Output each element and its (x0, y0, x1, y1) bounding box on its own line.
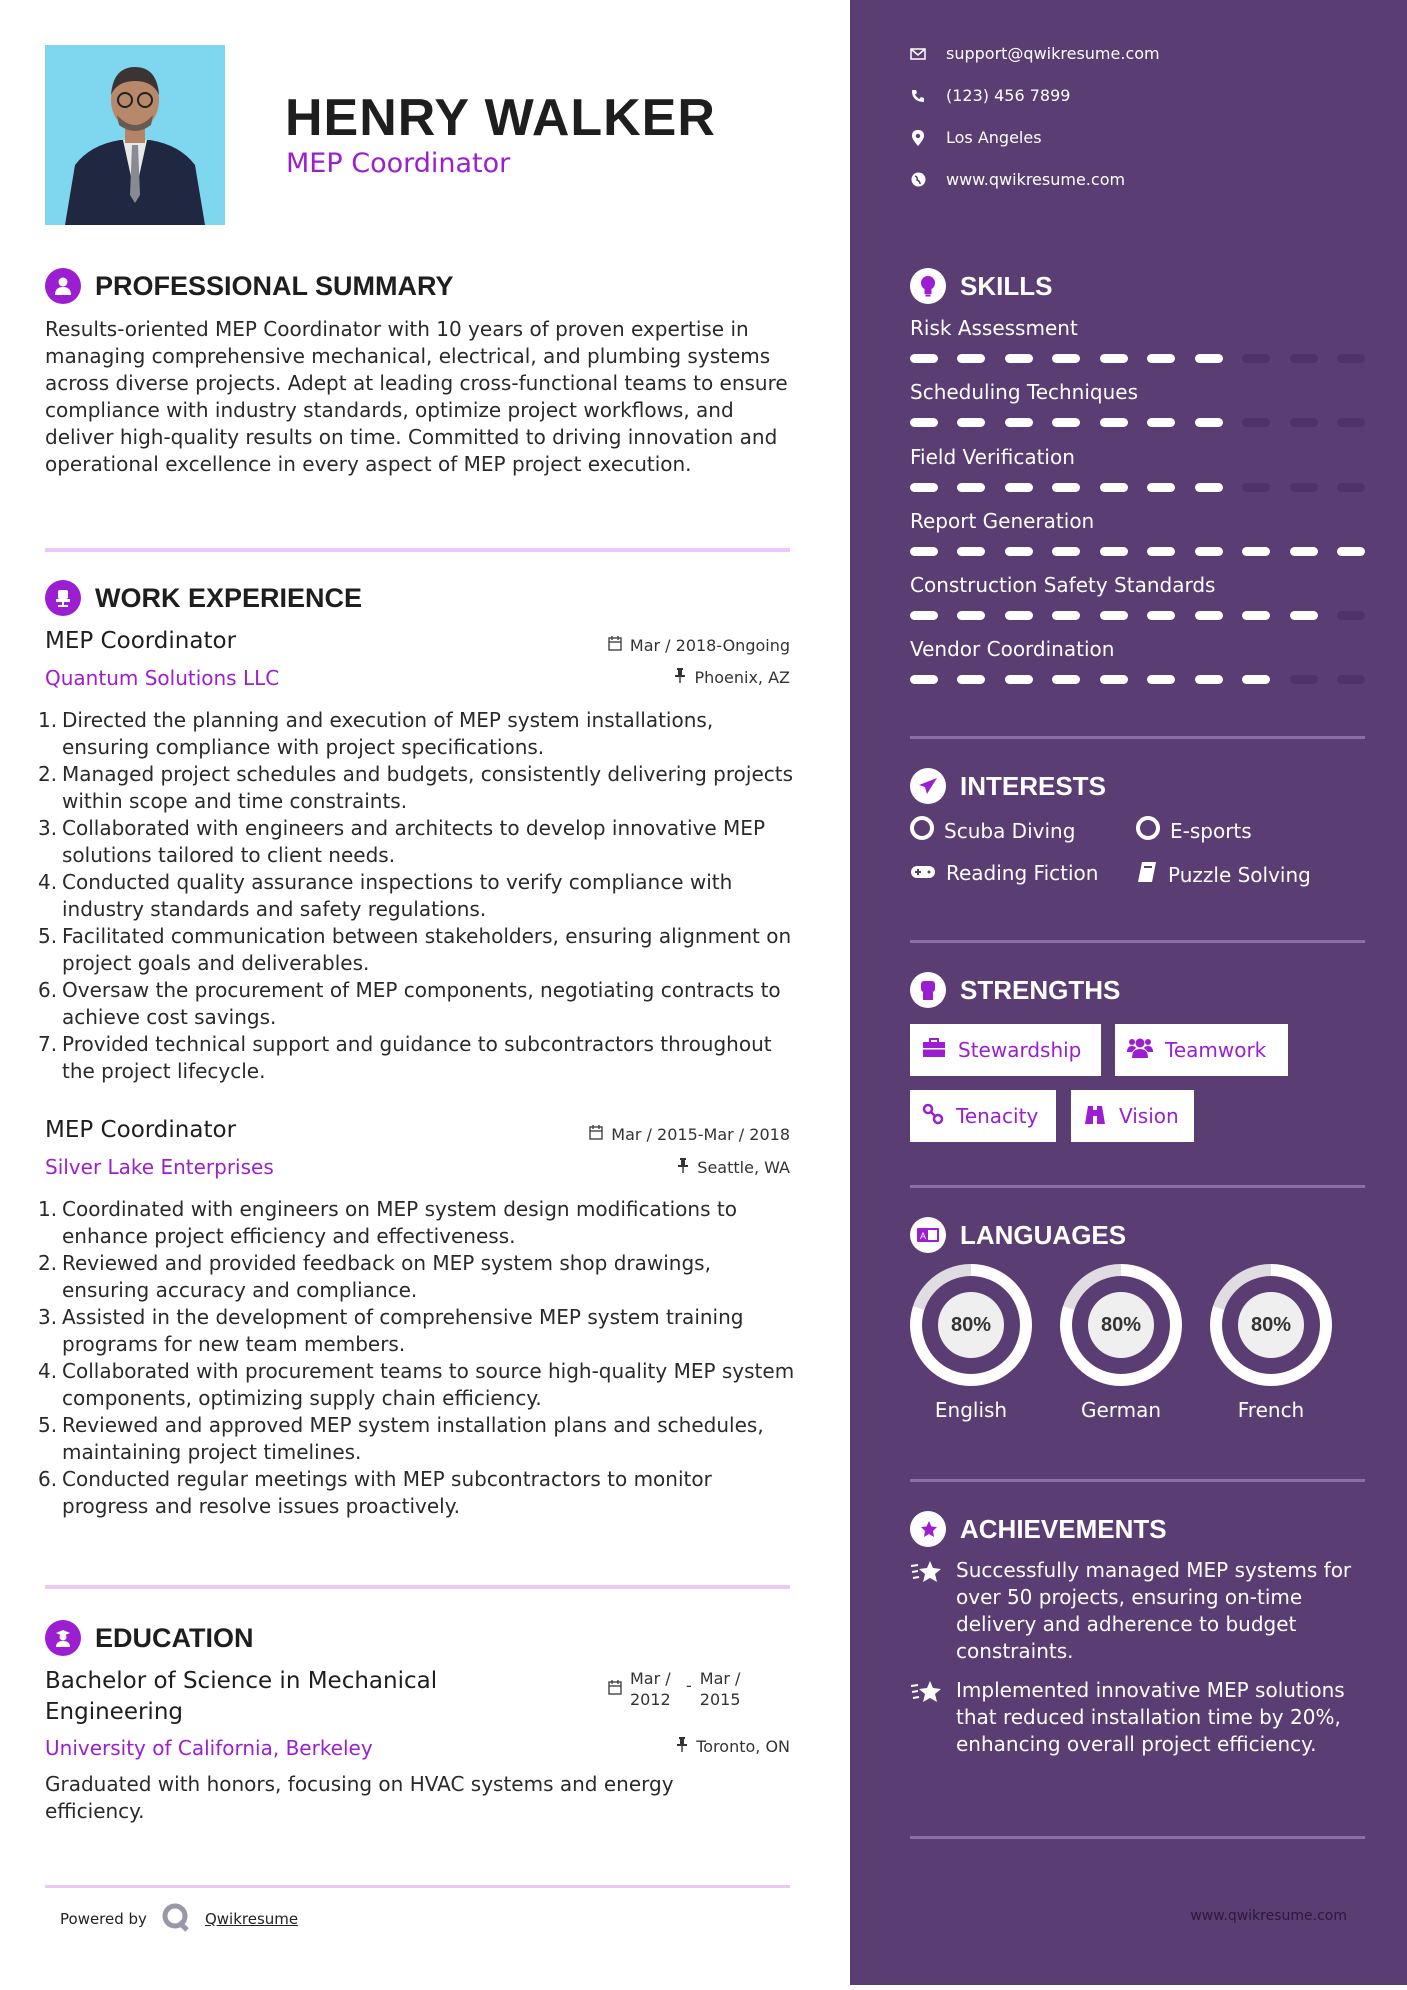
person-portrait-icon (45, 45, 225, 225)
job-title: MEP Coordinator (45, 1117, 237, 1143)
pin-icon (674, 668, 686, 687)
company-name: Quantum Solutions LLC (45, 666, 280, 690)
job-title: MEP Coordinator (45, 628, 237, 654)
strength-chip: Teamwork (1115, 1024, 1288, 1076)
list-item: 2. Reviewed and provided feedback on MEP system shop drawings, ensuring accuracy and compliance. (38, 1251, 711, 1302)
contact-phone[interactable]: (123) 456 7899 (910, 86, 1070, 105)
skill-item: Field Verification (910, 445, 1365, 492)
skill-item: Scheduling Techniques (910, 380, 1365, 427)
calendar-icon (608, 636, 622, 655)
interest-item: Puzzle Solving (1136, 861, 1311, 888)
education-dates: Mar / 2012 - Mar / 2015 (608, 1668, 748, 1710)
languages-header: A LANGUAGES (910, 1217, 1126, 1253)
star-icon (910, 1511, 946, 1547)
contact-location: Los Angeles (910, 128, 1042, 147)
language-item: 80% German (1060, 1264, 1182, 1422)
lifebuoy-icon (1136, 816, 1160, 845)
experience-header (45, 580, 362, 616)
candidate-role: MEP Coordinator (286, 148, 511, 179)
company-name: Silver Lake Enterprises (45, 1155, 274, 1179)
gamepad-icon (910, 861, 936, 885)
skill-item: Vendor Coordination (910, 637, 1365, 684)
list-item: 7. Provided technical support and guidance to subcontractors throughout the project lifecycle. (38, 1032, 772, 1083)
qwikresume-logo-icon (161, 1902, 191, 1936)
fist-icon (910, 972, 946, 1008)
job-dates: Mar / 2015-Mar / 2018 (589, 1125, 790, 1144)
globe-icon (910, 172, 926, 188)
sidebar-divider (910, 940, 1365, 943)
list-item: 6. Oversaw the procurement of MEP components, negotiating contracts to achieve cost savings. (38, 978, 781, 1029)
translate-icon (910, 1217, 946, 1253)
sidebar-divider (910, 736, 1365, 739)
pin-icon (676, 1737, 688, 1756)
education-start: Mar / 2012 (630, 1669, 671, 1709)
job-bullets (38, 707, 798, 1085)
skill-level-bar (910, 547, 1365, 556)
sidebar-divider (910, 1185, 1365, 1188)
strength-chip: Vision (1071, 1090, 1194, 1142)
language-progress-ring: 80% (1060, 1264, 1182, 1386)
summary-header (45, 268, 454, 304)
list-item: 4. Collaborated with procurement teams to source high-quality MEP system components, optimizing supply chain efficiency. (38, 1359, 795, 1410)
skill-item: Construction Safety Standards (910, 573, 1365, 620)
achievement-item: Successfully managed MEP systems for over 50 projects, ensuring on-time delivery and adherence to budget constraints. (910, 1557, 1370, 1665)
briefcase-icon (922, 1038, 946, 1063)
list-item: 6. Conducted regular meetings with MEP subcontractors to monitor progress and resolve issues proactively. (38, 1467, 712, 1518)
skill-level-bar (910, 418, 1365, 427)
skills-header: SKILLS (910, 268, 1052, 304)
summary-title: PROFESSIONAL SUMMARY (95, 270, 454, 301)
list-item: 1. Directed the planning and execution of MEP system installations, ensuring compliance with project specifications. (38, 708, 714, 759)
achievements-header: ACHIEVEMENTS (910, 1511, 1167, 1547)
contact-website[interactable]: www.qwikresume.com (910, 170, 1125, 189)
interests-header: INTERESTS (910, 768, 1106, 804)
list-item: 3. Assisted in the development of comprehensive MEP system training programs for new team members. (38, 1305, 744, 1356)
experience-title: WORK EXPERIENCE (95, 582, 363, 613)
skill-level-bar (910, 354, 1365, 363)
job-location: Phoenix, AZ (674, 668, 790, 687)
skill-level-bar (910, 675, 1365, 684)
education-location: Toronto, ON (676, 1737, 790, 1756)
job-dates: Mar / 2018-Ongoing (608, 636, 790, 655)
contact-email[interactable]: support@qwikresume.com (910, 44, 1160, 63)
candidate-name: HENRY WALKER (285, 89, 716, 147)
degree-title: Bachelor of Science in Mechanical Engineering (45, 1668, 438, 1725)
summary-text: Results-oriented MEP Coordinator with 10 years of proven expertise in managing comprehensive mechanical, electrical, and plumbing systems across diverse projects. Adept at leading cross-functional teams to ensure compliance with industry standards, optimize project workflows, and deliver high-quality results on time. Committed to driving innovation and operational excellence in every aspect of MEP project execution. (45, 317, 788, 476)
shooting-star-icon (910, 1677, 944, 1758)
strength-chip: Tenacity (910, 1090, 1056, 1142)
calendar-icon (589, 1125, 603, 1144)
language-item: 80% English (910, 1264, 1032, 1422)
language-item: 80% French (1210, 1264, 1332, 1422)
map-marker-icon (910, 130, 926, 146)
strength-chip: Stewardship (910, 1024, 1101, 1076)
education-description: Graduated with honors, focusing on HVAC systems and energy efficiency. (45, 1772, 674, 1823)
link-icon (922, 1103, 944, 1130)
job-bullets (38, 1196, 798, 1520)
calendar-icon (608, 1668, 622, 1710)
skill-item: Risk Assessment (910, 316, 1365, 363)
profile-photo (45, 45, 225, 225)
skill-item: Report Generation (910, 509, 1365, 556)
skill-level-bar (910, 611, 1365, 620)
powered-by: Powered by Qwikresume (60, 1902, 298, 1936)
skill-level-bar (910, 483, 1365, 492)
interest-item: Scuba Diving (910, 816, 1075, 845)
list-item: 4. Conducted quality assurance inspections to verify compliance with industry standards and safety regulations. (38, 870, 733, 921)
education-title: EDUCATION (95, 1622, 254, 1653)
qwikresume-link[interactable]: Qwikresume (204, 1910, 299, 1928)
section-divider (45, 1585, 790, 1589)
phone-icon (910, 88, 926, 104)
language-progress-ring: 80% (910, 1264, 1032, 1386)
strengths-header: STRENGTHS (910, 972, 1120, 1008)
language-progress-ring: 80% (1210, 1264, 1332, 1386)
paper-plane-icon (910, 768, 946, 804)
school-name: University of California, Berkeley (45, 1736, 373, 1760)
interest-item: Reading Fiction (910, 861, 1098, 885)
binoculars-icon (1083, 1102, 1107, 1131)
lifebuoy-icon (910, 816, 934, 845)
list-item: 1. Coordinated with engineers on MEP system design modifications to enhance project efficiency and effectiveness. (38, 1197, 737, 1248)
interest-item: E-sports (1136, 816, 1252, 845)
sidebar-divider (910, 1836, 1365, 1839)
education-end: Mar / 2015 (699, 1669, 741, 1709)
list-item: 5. Facilitated communication between stakeholders, ensuring alignment on project goals and deliverables. (38, 924, 792, 975)
list-item: 3. Collaborated with engineers and architects to develop innovative MEP solutions tailored to client needs. (38, 816, 766, 867)
book-icon (1136, 861, 1158, 888)
envelope-icon (910, 46, 926, 62)
shooting-star-icon (910, 1557, 944, 1665)
lightbulb-icon (910, 268, 946, 304)
graduate-icon (45, 1620, 81, 1656)
footer-divider (45, 1885, 790, 1888)
user-icon (45, 268, 81, 304)
chair-icon (45, 580, 81, 616)
achievement-item: Implemented innovative MEP solutions that reduced installation time by 20%, enhancing overall project efficiency. (910, 1677, 1370, 1758)
svg-text:A: A (920, 1231, 927, 1241)
list-item: 2. Managed project schedules and budgets, consistently delivering projects within scope and time constraints. (38, 762, 794, 813)
sidebar-divider (910, 1479, 1365, 1482)
job-location: Seattle, WA (677, 1158, 790, 1177)
footer-website[interactable]: www.qwikresume.com (1190, 1908, 1347, 1924)
pin-icon (677, 1158, 689, 1177)
section-divider (45, 548, 790, 552)
users-icon (1127, 1037, 1153, 1064)
education-header (45, 1620, 254, 1656)
list-item: 5. Reviewed and approved MEP system installation plans and schedules, maintaining project timelines. (38, 1413, 764, 1464)
